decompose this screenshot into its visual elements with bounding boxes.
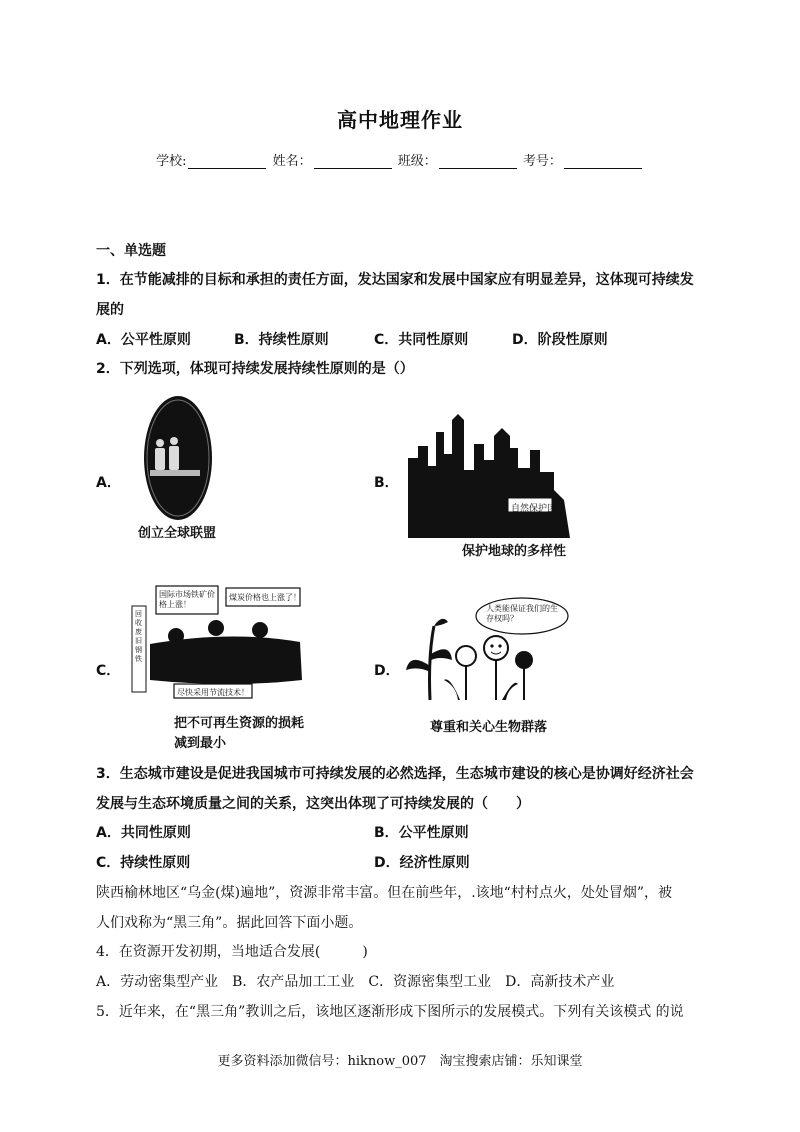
q2-option-d-bubble: 人类能保证我们的生存权吗？ — [486, 604, 558, 623]
exam-number-blank[interactable] — [564, 156, 642, 169]
q3-stem-line2: 发展与生态环境质量之间的关系，这突出体现了可持续发展的（ ） — [96, 796, 530, 812]
passage-line1: 陕西榆林地区“乌金(煤)遍地”，资源非常丰富。但在前些年，.该地“村村点火，处处冒烟”，被 — [96, 885, 673, 901]
q1-option-b[interactable]: B．持续性原则 — [234, 332, 329, 348]
passage-line2: 人们戏称为“黑三角”。据此回答下面小题。 — [96, 915, 363, 931]
q1-option-a[interactable]: A．公平性原则 — [96, 332, 191, 348]
q2-option-c-caption-line1: 把不可再生资源的损耗 — [174, 716, 305, 731]
q1-stem-line1: 1．在节能减排的目标和承担的责任方面，发达国家和发展中国家应有明显差异，这体现可持续发 — [96, 272, 694, 288]
q2-option-c-bottom-note: 尽快采用节流技术！ — [177, 688, 249, 697]
q1-option-c[interactable]: C．共同性原则 — [374, 332, 469, 348]
school-label: 学校: — [156, 154, 187, 169]
q2-option-c-bubble1: 国际市场铁矿价格上涨！ — [159, 590, 215, 609]
q2-option-d-image[interactable] — [400, 596, 570, 736]
q2-option-b-sign: 自然保护区 — [511, 504, 557, 514]
q2-stem: 2．下列选项，体现可持续发展持续性原则的是（） — [96, 361, 414, 377]
city-skyline-illustration — [404, 410, 574, 538]
q3-option-c[interactable]: C．持续性原则 — [96, 855, 191, 871]
page-footer: 更多资料添加微信号：hiknow_007 淘宝搜索店铺：乐知课堂 — [217, 1054, 583, 1069]
q3-option-a[interactable]: A．共同性原则 — [96, 825, 191, 841]
q2-option-c-side-note: 回收废旧钢铁 — [135, 610, 142, 663]
class-blank[interactable] — [439, 156, 517, 169]
q2-option-d-label[interactable]: D． — [374, 663, 400, 679]
q2-option-a-image[interactable] — [128, 396, 228, 546]
page-title: 高中地理作业 — [337, 108, 463, 132]
name-label: 姓名： — [272, 154, 312, 169]
q1-option-d[interactable]: D．阶段性原则 — [512, 332, 608, 348]
q2-option-c-caption-line2: 减到最小 — [174, 736, 227, 751]
q2-option-c-image[interactable] — [130, 584, 320, 750]
q3-stem-line1: 3．生态城市建设是促进我国城市可持续发展的必然选择，生态城市建设的核心是协调好经济社会 — [96, 766, 694, 782]
q1-stem-line2: 展的 — [96, 302, 124, 318]
school-blank[interactable] — [188, 156, 266, 169]
q3-option-b[interactable]: B．公平性原则 — [374, 825, 469, 841]
q4-options[interactable]: A．劳动密集型产业 B．农产品加工工业 C．资源密集型工业 D．高新技术产业 — [96, 974, 615, 990]
q5-stem: 5．近年来，在“黑三角”教训之后，该地区逐渐形成下图所示的发展模式。下列有关该模式 的说 — [96, 1004, 684, 1020]
q2-option-b-image[interactable] — [404, 410, 574, 560]
section-heading: 一、单选题 — [96, 243, 166, 259]
q2-option-c-label[interactable]: C． — [96, 663, 121, 679]
student-info-line — [0, 150, 800, 169]
q2-option-a-caption: 创立全球联盟 — [138, 526, 217, 541]
class-label: 班级： — [397, 154, 437, 169]
q4-stem: 4．在资源开发初期，当地适合发展( ) — [96, 944, 368, 960]
q2-option-d-caption: 尊重和关心生物群落 — [430, 720, 548, 735]
exam-number-label: 考号： — [522, 154, 562, 169]
q2-option-a-label[interactable]: A． — [96, 475, 121, 491]
q2-option-c-bubble2: 煤炭价格也上涨了！ — [229, 593, 301, 602]
q2-option-b-caption: 保护地球的多样性 — [462, 544, 567, 559]
name-blank[interactable] — [314, 156, 392, 169]
q2-option-b-label[interactable]: B． — [374, 475, 399, 491]
q3-option-d[interactable]: D．经济性原则 — [374, 855, 470, 871]
